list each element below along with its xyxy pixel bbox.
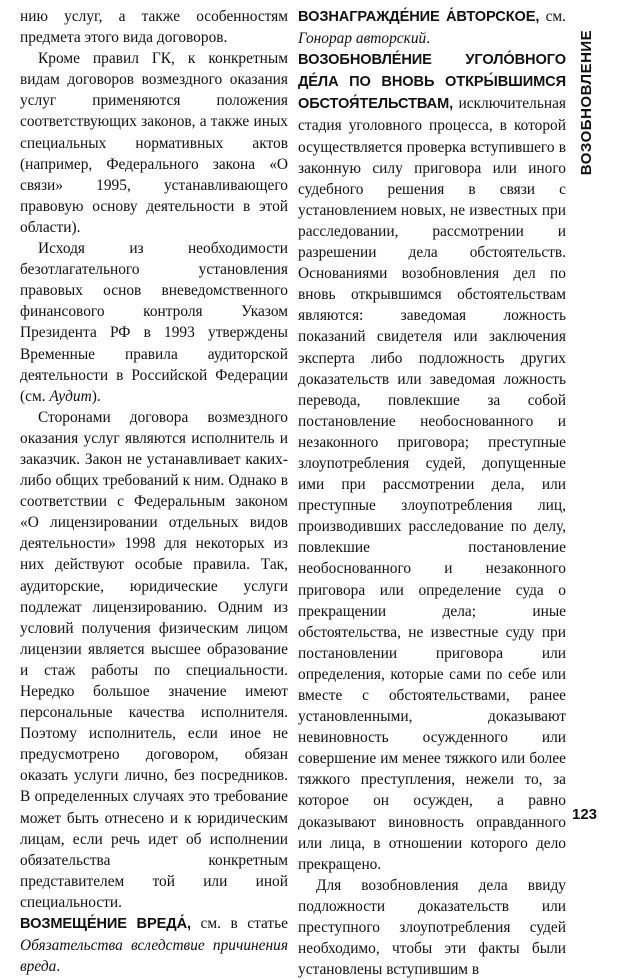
paragraph-continuation: нию услуг, а также особенностям предмета этого вида договоров. [20,8,288,47]
paragraph-contract-laws: Кроме правил ГК, к конкретным видам договоров возмездного оказания услуг применяются положения соответствующих законов, а также иных специальных нормативных актов (например, Федерального закона «О связи» 1995, устанавливающего правовую основу деятельности в этой области). [20,50,288,236]
paragraph-reopening-conditions: Для возобновления дела ввиду подложности доказательств или преступного злоупотребления судей необходимо, чтобы эти факты были установлены вступившим в [298,876,566,979]
cross-reference-fee: Гонорар авторский [298,30,427,48]
left-column [20,6,288,977]
running-head: ВОЗОБНОВЛЕНИЕ [578,29,596,175]
page-number: 123 [572,806,598,823]
entry-heading: ВОЗМЕЩЕ́НИЕ ВРЕДА́, [20,916,191,933]
right-column [298,6,566,980]
entry-heading: ВОЗОБНОВЛЕ́НИЕ УГОЛО́ВНОГО ДЕ́ЛА ПО ВНОВЬ ОТКРЫ́ВШИМСЯ ОБСТОЯ́ТЕЛЬСТВАМ, [298,52,566,113]
entry-heading: ВОЗНАГРАЖДЕ́НИЕ А́ВТОРСКОЕ, [298,9,540,25]
paragraph-audit-rules: Исходя из необходимости безотлагательного установления правовых основ вневедомственного финансового контроля Указом Президента РФ в 1993 утверждены Временные правила аудиторской деятельности в Российской Федерации (см. Аудит). [20,240,288,405]
entry-case-reopening: ВОЗОБНОВЛЕ́НИЕ УГОЛО́ВНОГО ДЕ́ЛА ПО ВНОВЬ ОТКРЫ́ВШИМСЯ ОБСТОЯ́ТЕЛЬСТВАМ, исключительная стадия уголовного процесса, в которой осуществляется проверка вступившего в законную силу приговора или иного судебного решения в связи с установлением новых, не известных при расследовании, рассмотрении и разрешении дела обстоятельств. Основаниями возобновления дел по вновь открывшимся обстоятельствам являются: заведомая ложность показаний свидетеля или заключения эксперта либо подложность других доказательств или заведомая ложность перевода, повлекшие за собой постановление необоснованного и незаконного приговора; преступные злоупотребления судей, допущенные ими при рассмотрении дела, или преступные злоупотребления лиц, производивших расследование по делу, повлекшие постановление необоснованного и незаконного приговора или определение суда о прекращении дела; иные обстоятельства, не известные суду при постановлении приговора или определения, которые сами по себе или вместе с обстоятельствами, ранее установленными, доказывают невиновность осужденного или совершение им менее тяжкого или более тяжкого преступления, нежели то, за которое он осужден, а равно доказывают виновность оправданного или лица, в отношении которого дело прекращено. [298,52,566,873]
cross-reference-obligations: Обязательства вследствие причинения вреда [20,937,288,976]
entry-author-remuneration: ВОЗНАГРАЖДЕ́НИЕ А́ВТОРСКОЕ, см. Гонорар авторский. [298,8,566,48]
cross-reference-audit: Аудит [49,387,92,405]
entry-compensation-of-harm: ВОЗМЕЩЕ́НИЕ ВРЕДА́, см. в статье Обязательства вследствие причинения вреда. [20,915,288,976]
paragraph-parties: Сторонами договора возмездного оказания услуг являются исполнитель и заказчик. Закон не устанавливает каких-либо общих требований к ним. Однако в соответствии с Федеральным законом «О лицензировании отдельных видов деятельности» 1998 для некоторых из них действуют особые правила. Так, аудиторские, юридические услуги подлежат лицензированию. Одним из условий получения физическим лицом лицензии является высшее образование и стаж работы по специальности. Нередко большое значение имеют персональные качества исполнителя. Поэтому исполнитель, если иное не предусмотрено договором, обязан оказать услуги лично, без посредников. В определенных случаях это требование может быть отнесено и к юридическим лицам, если речь идет об исполнении обязательства конкретным представителем той или иной специальности. [20,408,288,911]
